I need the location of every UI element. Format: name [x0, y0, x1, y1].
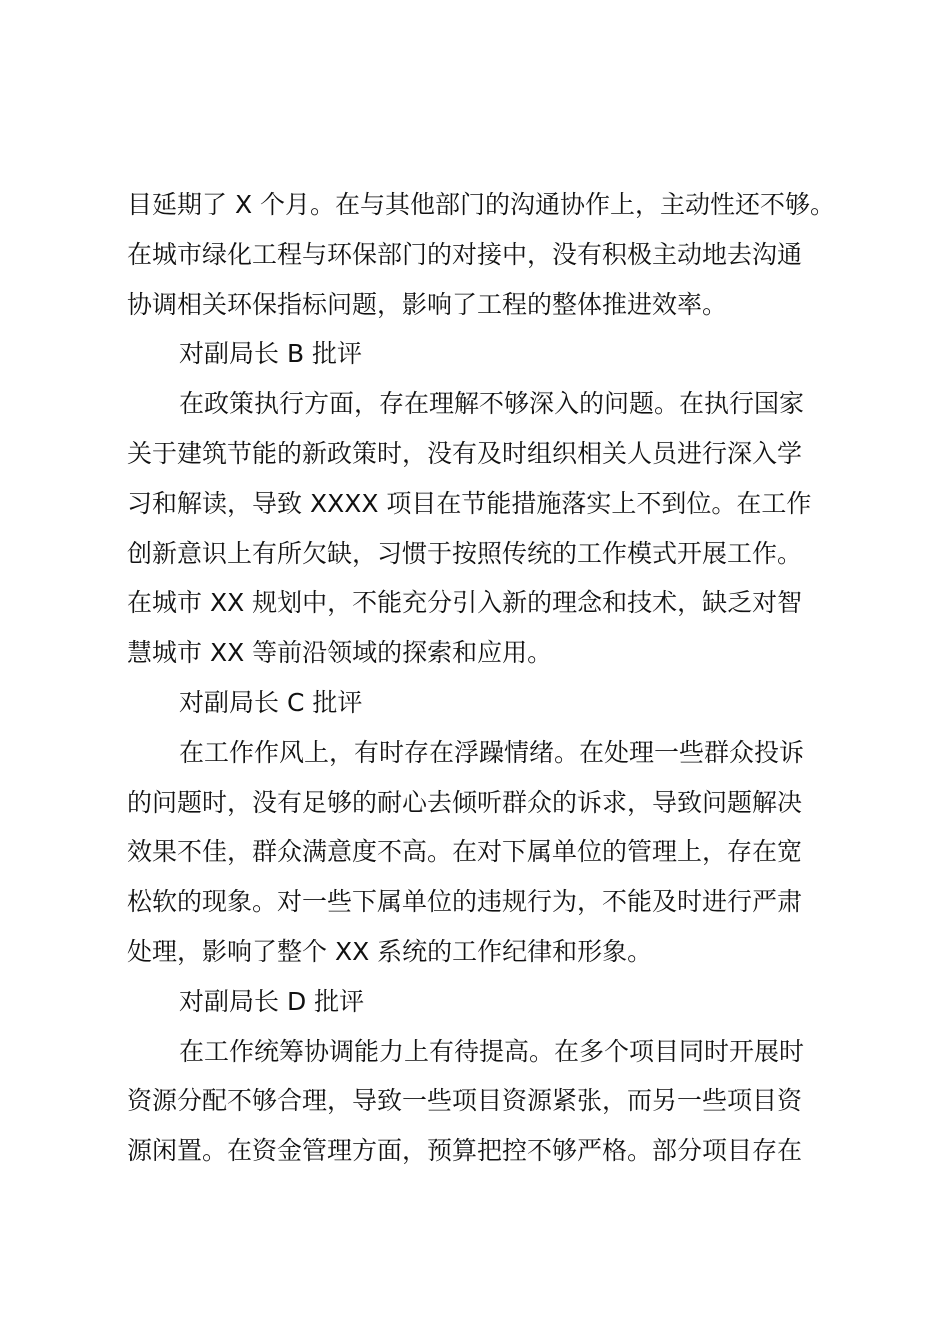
paragraph-line: 在工作作风上，有时存在浮躁情绪。在处理一些群众投诉 [179, 737, 805, 767]
section-heading-c: 对副局长 C 批评 [179, 687, 363, 717]
paragraph-line: 效果不佳，群众满意度不高。在对下属单位的管理上，存在宽 [127, 837, 803, 867]
paragraph-line: 创新意识上有所欠缺，习惯于按照传统的工作模式开展工作。 [127, 538, 803, 568]
document-body [127, 180, 837, 1176]
paragraph-line: 源闲置。在资金管理方面，预算把控不够严格。部分项目存在 [127, 1136, 803, 1166]
paragraph-line: 处理，影响了整个 XX 系统的工作纪律和形象。 [127, 936, 653, 966]
paragraph-line: 协调相关环保指标问题，影响了工程的整体推进效率。 [127, 289, 728, 319]
paragraph-line: 目延期了 X 个月。在与其他部门的沟通协作上，主动性还不够。 [127, 190, 836, 219]
paragraph-line: 关于建筑节能的新政策时，没有及时组织相关人员进行深入学 [127, 438, 803, 468]
paragraph-line: 在城市绿化工程与环保部门的对接中，没有积极主动地去沟通 [127, 239, 803, 269]
paragraph-line: 慧城市 XX 等前沿领域的探索和应用。 [127, 638, 553, 668]
paragraph-line: 的问题时，没有足够的耐心去倾听群众的诉求，导致问题解决 [127, 787, 803, 817]
paragraph-line: 松软的现象。对一些下属单位的违规行为，不能及时进行严肃 [127, 887, 803, 917]
paragraph-line: 在政策执行方面，存在理解不够深入的问题。在执行国家 [179, 389, 805, 419]
paragraph-line: 在工作统筹协调能力上有待提高。在多个项目同时开展时 [179, 1036, 805, 1066]
paragraph-line: 在城市 XX 规划中，不能充分引入新的理念和技术，缺乏对智 [127, 588, 803, 618]
paragraph-line: 资源分配不够合理，导致一些项目资源紧张，而另一些项目资 [127, 1086, 803, 1116]
paragraph-line: 习和解读，导致 XXXX 项目在节能措施落实上不到位。在工作 [127, 488, 812, 518]
section-heading-b: 对副局长 B 批评 [179, 339, 363, 369]
section-heading-d: 对副局长 D 批评 [179, 986, 365, 1016]
